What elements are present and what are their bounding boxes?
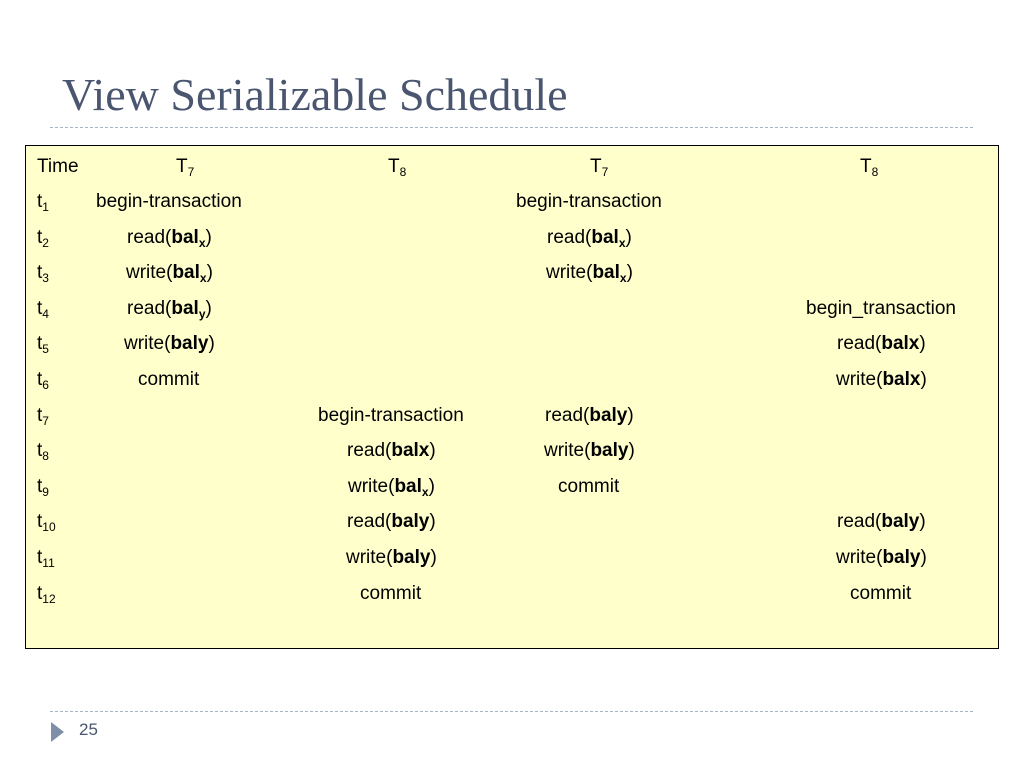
time-label (37, 333, 49, 355)
operation-text: commit (558, 475, 620, 497)
time-subscript: 4 (42, 306, 49, 321)
schedule-table (25, 145, 999, 649)
time-letter: t (37, 369, 43, 390)
time-subscript: 10 (42, 520, 56, 535)
data-item: baly (882, 547, 921, 568)
time-subscript: 12 (42, 591, 56, 606)
operation-text: begin_transaction (806, 297, 956, 319)
header-letter: T (388, 156, 400, 177)
operation-text: read( (545, 404, 590, 426)
operation-text: write( (836, 369, 883, 390)
data-item-subscript: x (618, 235, 626, 250)
time-header: Time (37, 156, 79, 177)
data-item: baly (391, 511, 430, 533)
time-label (37, 583, 56, 605)
operation (346, 547, 437, 569)
data-item: bal$_x$ (591, 226, 626, 250)
time-subscript: 5 (42, 342, 49, 357)
time-label (37, 440, 49, 462)
data-item: balx (391, 440, 430, 462)
time-letter: t (37, 191, 43, 212)
header-subscript: 8 (399, 165, 407, 179)
time-letter: t (37, 475, 43, 497)
time-label (37, 476, 49, 498)
operation (127, 227, 212, 249)
operation (547, 227, 632, 249)
operation-text: read( (347, 511, 392, 533)
operation (545, 405, 634, 427)
operation-text: ) (429, 511, 436, 533)
footer-divider (50, 711, 973, 712)
time-letter: t (37, 333, 43, 355)
data-item: balx (881, 333, 920, 355)
operation-text: ) (205, 226, 212, 248)
operation-text: ) (428, 475, 435, 497)
operation-text: read( (127, 297, 172, 319)
time-label (37, 405, 49, 427)
time-letter: t (37, 404, 43, 426)
operation-text: commit (850, 582, 912, 604)
time-label (37, 511, 56, 533)
time-subscript: 2 (42, 235, 49, 250)
operation (836, 547, 927, 569)
transaction-header (176, 156, 194, 178)
operation-text: ) (627, 404, 634, 426)
operation (837, 511, 926, 533)
data-item: bal$_y$ (171, 297, 206, 321)
operation-text: ) (626, 262, 633, 284)
data-item: bal$_x$ (394, 475, 429, 499)
operation (806, 298, 956, 320)
operation-text: ) (430, 547, 437, 568)
operation (347, 511, 436, 533)
time-letter: t (37, 511, 43, 533)
operation (850, 583, 911, 605)
operation-text: ) (920, 547, 927, 568)
data-item: bal$_x$ (592, 262, 627, 286)
operation (348, 476, 435, 498)
operation-text: ) (205, 297, 212, 319)
time-subscript: 7 (42, 413, 49, 428)
operation-text: ) (919, 333, 926, 355)
operation-text: begin-transaction (96, 191, 242, 212)
operation-text: write( (348, 475, 395, 497)
header-letter: T (860, 156, 872, 177)
operation-text: ) (628, 440, 635, 462)
operation-text: ) (206, 262, 213, 284)
time-subscript: 8 (42, 449, 49, 464)
operation (546, 262, 633, 284)
operation-text: begin-transaction (318, 404, 464, 426)
data-item-subscript: x (421, 484, 429, 499)
operation-text: write( (346, 547, 393, 568)
operation-text: read( (837, 511, 882, 533)
operation (138, 369, 199, 391)
time-label (37, 298, 49, 320)
data-item-subscript: y (198, 306, 206, 321)
operation-text: ) (920, 369, 927, 390)
operation (318, 405, 464, 427)
data-item-subscript: x (198, 235, 206, 250)
operation-text: write( (544, 440, 591, 462)
time-subscript: 9 (42, 484, 49, 499)
data-item-subscript: x (619, 271, 627, 286)
operation-text: write( (124, 333, 171, 355)
operation-text: ) (429, 440, 436, 462)
data-item: baly (881, 511, 920, 533)
operation-text: read( (127, 226, 172, 248)
operation-text: ) (625, 226, 632, 248)
time-subscript: 11 (42, 556, 55, 570)
time-letter: t (37, 226, 43, 248)
transaction-header (860, 156, 878, 178)
data-item: balx (882, 369, 921, 390)
time-letter: t (37, 582, 43, 604)
page-number: 25 (79, 720, 98, 739)
operation-text: write( (836, 547, 883, 568)
operation-text: read( (837, 333, 882, 355)
time-letter: t (37, 262, 43, 284)
header-subscript: 7 (601, 165, 609, 179)
operation-text: read( (347, 440, 392, 462)
operation-text: write( (546, 262, 593, 284)
data-item: bal$_x$ (171, 226, 206, 250)
time-label (37, 369, 49, 391)
operation (558, 476, 619, 498)
operation-text: commit (360, 582, 422, 604)
operation (544, 440, 635, 462)
time-letter: t (37, 297, 43, 319)
time-label (37, 227, 49, 249)
time-subscript: 1 (42, 200, 49, 214)
operation (347, 440, 436, 462)
time-label (37, 547, 55, 569)
header-subscript: 7 (187, 165, 195, 179)
operation (96, 191, 242, 213)
transaction-header (590, 156, 608, 178)
operation-text: write( (126, 262, 173, 284)
data-item: baly (170, 333, 209, 355)
data-item: baly (590, 440, 629, 462)
data-item: baly (589, 404, 628, 426)
operation (360, 583, 421, 605)
time-label (37, 262, 49, 284)
title-divider (50, 127, 973, 128)
time-letter: t (37, 547, 43, 568)
operation (516, 191, 662, 213)
arrow-right-icon (51, 722, 64, 742)
time-letter: t (37, 440, 43, 462)
operation (836, 369, 927, 391)
time-subscript: 3 (42, 271, 49, 286)
data-item: baly (392, 547, 431, 568)
time-subscript: 6 (42, 378, 49, 392)
operation-text: ) (919, 511, 926, 533)
operation (124, 333, 215, 355)
operation-text: ) (208, 333, 215, 355)
header-letter: T (176, 156, 188, 177)
operation-text: read( (547, 226, 592, 248)
data-item: bal$_x$ (172, 262, 207, 286)
operation (837, 333, 926, 355)
transaction-header (388, 156, 406, 178)
operation-text: begin-transaction (516, 191, 662, 212)
slide-title: View Serializable Schedule (62, 69, 568, 120)
operation (127, 298, 212, 320)
operation (126, 262, 213, 284)
header-letter: T (590, 156, 602, 177)
time-label (37, 191, 49, 213)
header-subscript: 8 (871, 165, 879, 179)
operation-text: commit (138, 369, 200, 390)
data-item-subscript: x (199, 271, 207, 286)
